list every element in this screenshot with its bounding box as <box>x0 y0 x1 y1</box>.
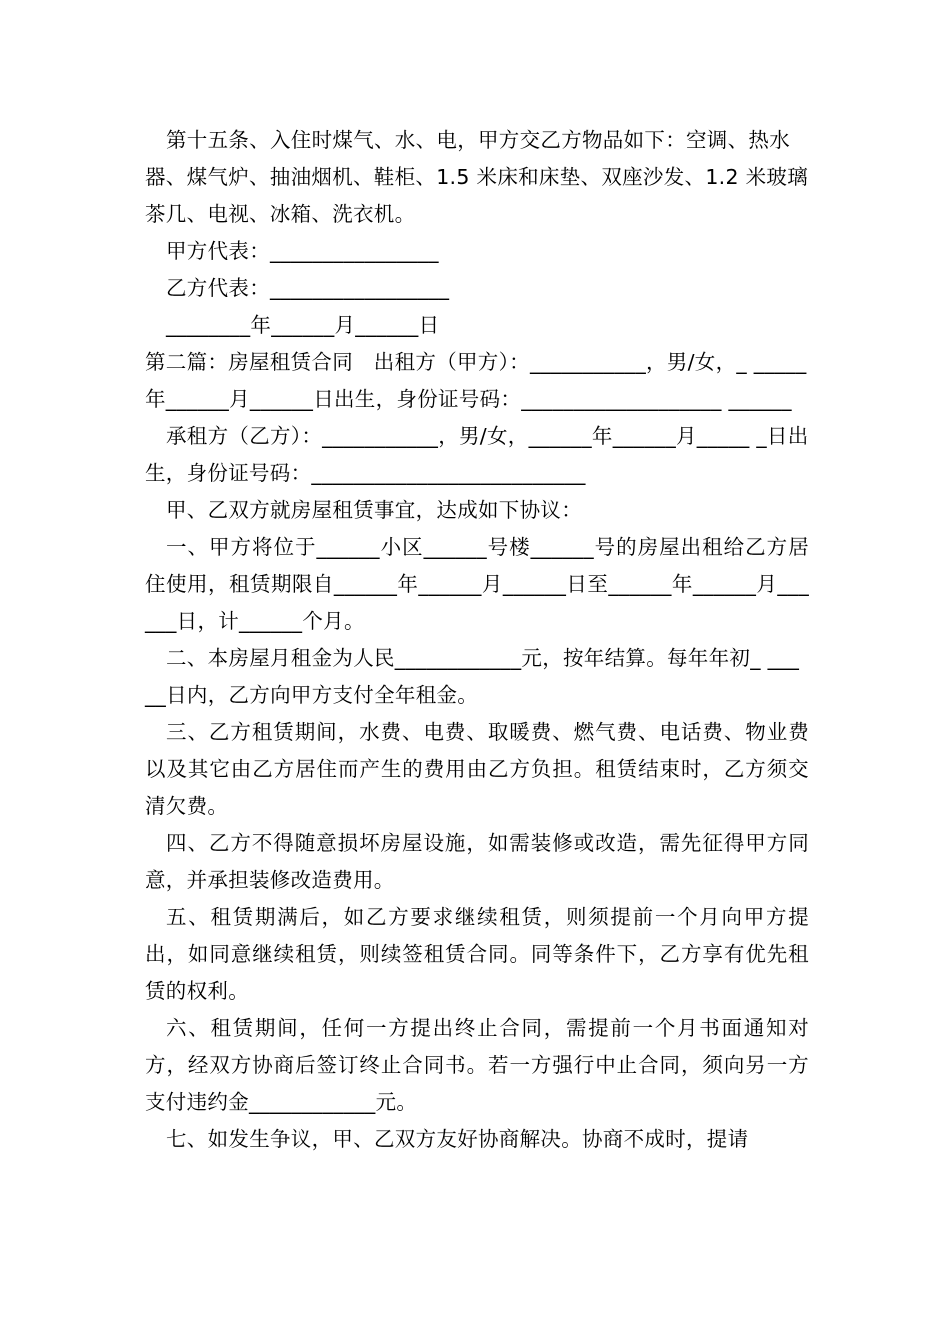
clause-4-paragraph: 四、乙方不得随意损坏房屋设施，如需装修或改造，需先征得甲方同意，并承担装修改造费用。 <box>145 831 809 892</box>
document-body <box>145 122 809 1158</box>
party-b-representative-line: 乙方代表：_________________ <box>166 276 450 300</box>
agreement-intro: 甲、乙双方就房屋租赁事宜，达成如下协议： <box>166 498 582 522</box>
clause-3-paragraph: 三、乙方租赁期间，水费、电费、取暖费、燃气费、电话费、物业费以及其它由乙方居住而产生的费用由乙方负担。租赁结束时，乙方须交清欠费。 <box>145 720 809 818</box>
clause-1-paragraph: 一、甲方将位于______小区______号楼______号的房屋出租给乙方居住使用，租赁期限自______年______月______日至______年______月______日，计______个月。 <box>145 535 809 633</box>
clause-7-paragraph: 七、如发生争议，甲、乙双方友好协商解决。协商不成时，提请 <box>166 1127 749 1151</box>
clause-6-paragraph: 六、租赁期间，任何一方提出终止合同，需提前一个月书面通知对方，经双方协商后签订终止合同书。若一方强行中止合同，须向另一方支付违约金____________元。 <box>145 1016 809 1114</box>
clause-15-paragraph: 第十五条、入住时煤气、水、电，甲方交乙方物品如下：空调、热水器、煤气炉、抽油烟机、鞋柜、1.5 米床和床垫、双座沙发、1.2 米玻璃茶几、电视、冰箱、洗衣机。 <box>145 128 809 226</box>
party-a-representative-line: 甲方代表：________________ <box>166 239 439 263</box>
signing-date-line: ________年______月______日 <box>166 313 440 337</box>
section-two-heading-lessor: 第二篇：房屋租赁合同 出租方（甲方）：___________，男/女，_ _____年______月______日出生，身份证号码：___________________ ______ <box>145 350 807 411</box>
clause-2-paragraph: 二、本房屋月租金为人民____________元，按年结算。每年年初_ _____日内，乙方向甲方支付全年租金。 <box>145 646 800 707</box>
clause-5-paragraph: 五、租赁期满后，如乙方要求继续租赁，则须提前一个月向甲方提出，如同意继续租赁，则续签租赁合同。同等条件下，乙方享有优先租赁的权利。 <box>145 905 809 1003</box>
lessee-info-paragraph: 承租方（乙方）：___________，男/女，______年______月_____ _日出生，身份证号码：__________________________ <box>145 424 809 485</box>
